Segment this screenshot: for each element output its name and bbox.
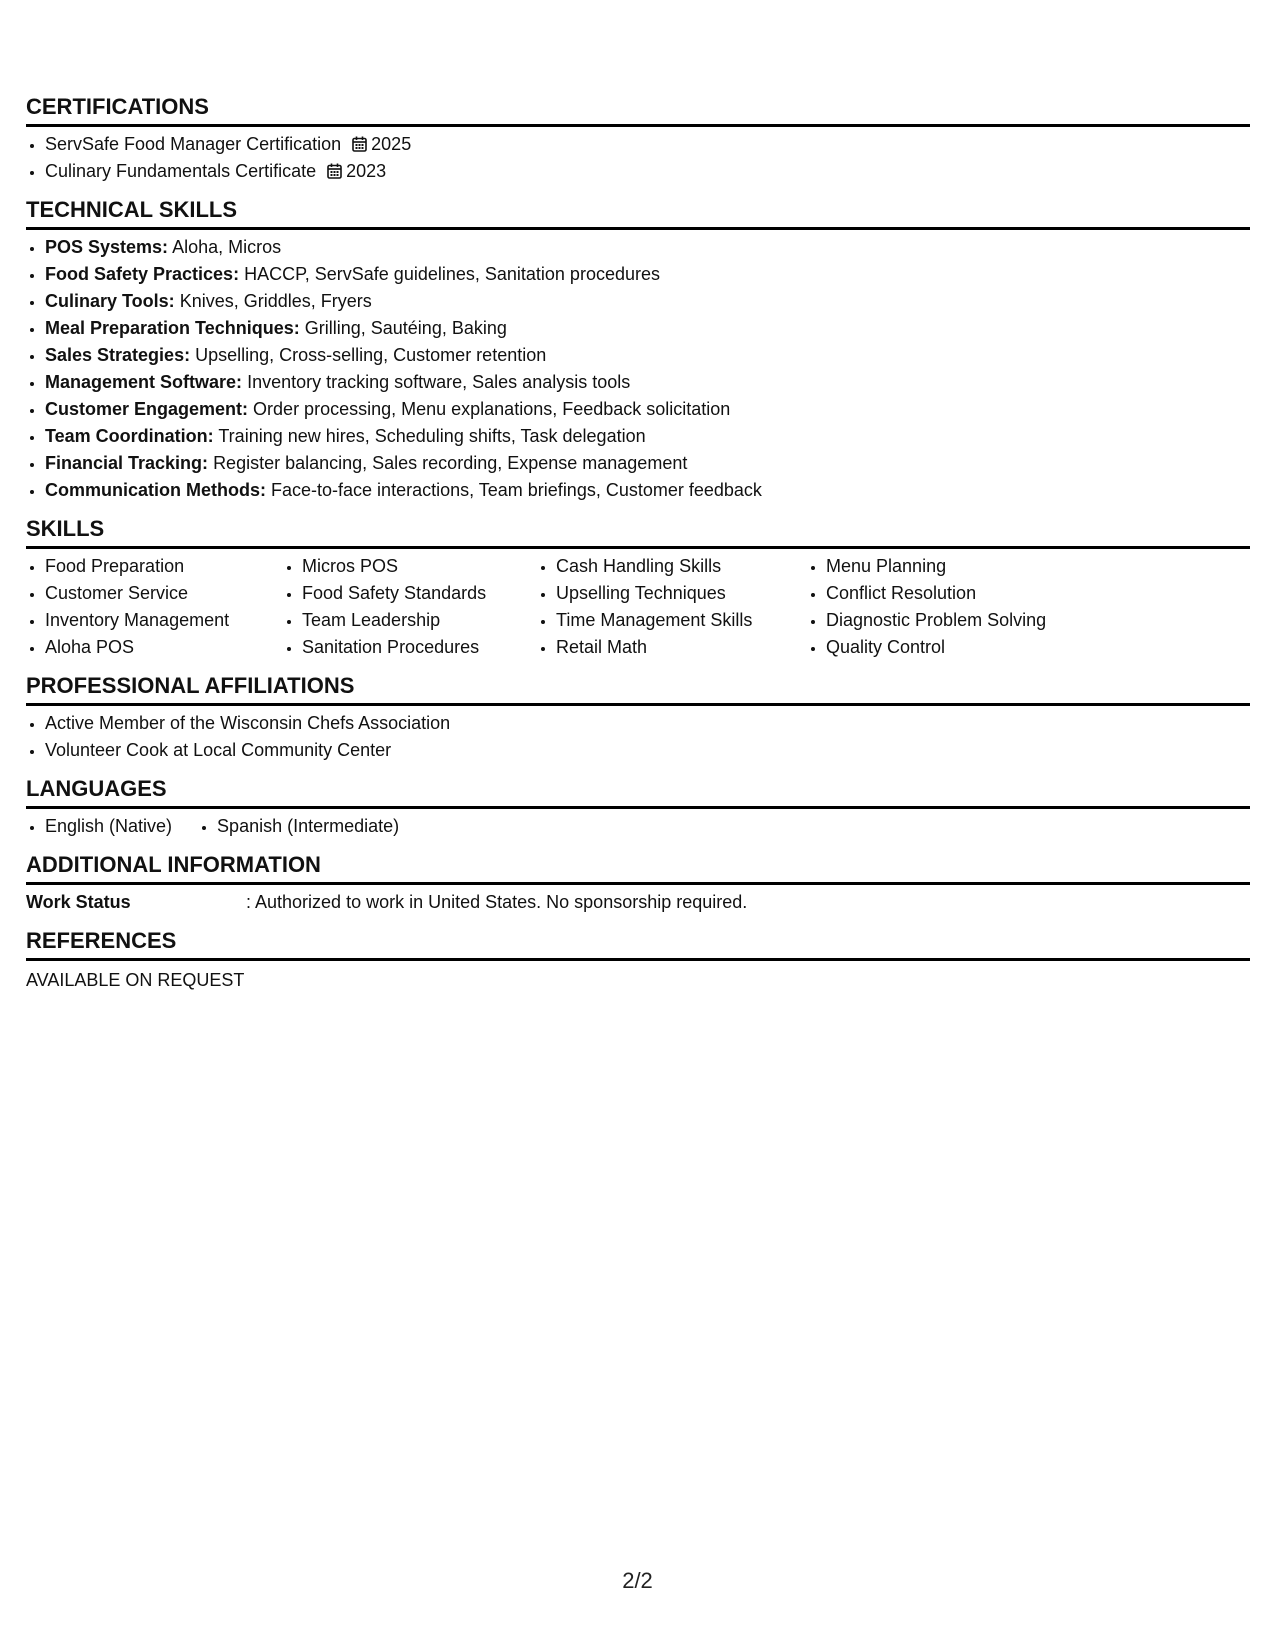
- additional-info-section: [26, 852, 1250, 916]
- list-item: [45, 158, 1250, 185]
- list-item: • Food Preparation: [45, 553, 283, 580]
- affiliations-list: [26, 710, 1250, 764]
- list-item: • Aloha POS: [45, 634, 283, 661]
- section-title-languages: LANGUAGES: [26, 776, 1250, 809]
- list-item: • Menu Planning: [826, 553, 1086, 580]
- list-item: • Quality Control: [826, 634, 1086, 661]
- skills-column-2: [283, 553, 537, 661]
- list-item: [45, 234, 1250, 261]
- affiliations-section: [26, 673, 1250, 764]
- certification-name: ServSafe Food Manager Certification: [45, 134, 342, 154]
- skill-values: Inventory tracking software, Sales analysis tools: [247, 372, 631, 392]
- skill-category: Financial Tracking:: [45, 453, 209, 473]
- list-item: • Volunteer Cook at Local Community Center: [45, 737, 1250, 764]
- list-item: [45, 288, 1250, 315]
- calendar-icon: [352, 136, 367, 152]
- skill-values: Register balancing, Sales recording, Expense management: [213, 453, 688, 473]
- list-item: • Micros POS: [302, 553, 537, 580]
- certifications-section: [26, 94, 1250, 185]
- list-item: • Spanish (Intermediate): [217, 813, 399, 840]
- list-item: • Upselling Techniques: [556, 580, 807, 607]
- skill-category: Management Software:: [45, 372, 243, 392]
- section-title-references: REFERENCES: [26, 928, 1250, 961]
- skill-values: Training new hires, Scheduling shifts, Task delegation: [218, 426, 646, 446]
- skill-values: HACCP, ServSafe guidelines, Sanitation procedures: [244, 264, 660, 284]
- skill-category: Customer Engagement:: [45, 399, 249, 419]
- skill-values: Knives, Griddles, Fryers: [179, 291, 372, 311]
- skill-category: Team Coordination:: [45, 426, 214, 446]
- list-item: [45, 261, 1250, 288]
- list-item: [45, 315, 1250, 342]
- work-status-label: Work Status: [26, 892, 131, 912]
- list-item: • Food Safety Standards: [302, 580, 537, 607]
- skill-category: Meal Preparation Techniques:: [45, 318, 300, 338]
- list-item: [45, 450, 1250, 477]
- list-item: • Diagnostic Problem Solving: [826, 607, 1086, 634]
- list-item: • Sanitation Procedures: [302, 634, 537, 661]
- skills-column-3: [537, 553, 807, 661]
- list-item: • English (Native): [45, 813, 172, 840]
- certification-year: 2023: [346, 161, 387, 181]
- references-section: [26, 928, 1250, 994]
- skill-category: Culinary Tools:: [45, 291, 175, 311]
- list-item: [45, 477, 1250, 504]
- references-text: AVAILABLE ON REQUEST: [26, 970, 245, 990]
- skills-column-1: [26, 553, 283, 661]
- skill-category: POS Systems:: [45, 237, 169, 257]
- list-item: • Team Leadership: [302, 607, 537, 634]
- skill-category: Food Safety Practices:: [45, 264, 240, 284]
- section-title-skills: SKILLS: [26, 516, 1250, 549]
- page-number: 2/2: [622, 1568, 653, 1593]
- languages-row: [26, 813, 1250, 840]
- technical-skills-list: [26, 234, 1250, 504]
- list-item: [45, 396, 1250, 423]
- certifications-list: [26, 131, 1250, 185]
- language-list-1: [26, 813, 172, 840]
- language-list-2: [198, 813, 399, 840]
- skill-values: Order processing, Menu explanations, Feedback solicitation: [253, 399, 731, 419]
- list-item: [45, 369, 1250, 396]
- section-title-affiliations: PROFESSIONAL AFFILIATIONS: [26, 673, 1250, 706]
- list-item: • Conflict Resolution: [826, 580, 1086, 607]
- certification-name: Culinary Fundamentals Certificate: [45, 161, 317, 181]
- section-title-certifications: CERTIFICATIONS: [26, 94, 1250, 127]
- list-item: [45, 342, 1250, 369]
- list-item: • Cash Handling Skills: [556, 553, 807, 580]
- skill-values: Aloha, Micros: [172, 237, 282, 257]
- list-item: [45, 131, 1250, 158]
- section-title-additional-info: ADDITIONAL INFORMATION: [26, 852, 1250, 885]
- skills-grid: [26, 553, 1250, 661]
- skill-values: Upselling, Cross-selling, Customer retention: [195, 345, 547, 365]
- skills-section: [26, 516, 1250, 661]
- section-title-technical-skills: TECHNICAL SKILLS: [26, 197, 1250, 230]
- list-item: • Retail Math: [556, 634, 807, 661]
- work-status-row: [26, 889, 1250, 916]
- list-item: • Time Management Skills: [556, 607, 807, 634]
- resume-page-2: [26, 94, 1250, 994]
- technical-skills-section: [26, 197, 1250, 504]
- skill-values: Face-to-face interactions, Team briefings, Customer feedback: [271, 480, 762, 500]
- skill-category: Communication Methods:: [45, 480, 266, 500]
- list-item: • Active Member of the Wisconsin Chefs Association: [45, 710, 1250, 737]
- list-item: • Customer Service: [45, 580, 283, 607]
- skills-column-4: [807, 553, 1086, 661]
- list-item: [45, 423, 1250, 450]
- skill-category: Sales Strategies:: [45, 345, 191, 365]
- list-item: • Inventory Management: [45, 607, 283, 634]
- work-status-value: : Authorized to work in United States. No sponsorship required.: [246, 892, 748, 912]
- skill-values: Grilling, Sautéing, Baking: [304, 318, 507, 338]
- calendar-icon: [327, 163, 342, 179]
- certification-year: 2025: [371, 134, 412, 154]
- languages-section: [26, 776, 1250, 840]
